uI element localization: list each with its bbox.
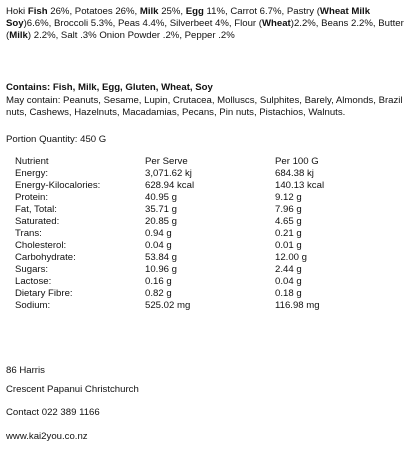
nutrition-row: [15, 240, 395, 252]
nutrient-name: Sugars:: [15, 264, 49, 275]
per-100g-value: 0.01 g: [275, 240, 302, 251]
per-serve-value: 3,071.62 kj: [145, 168, 192, 179]
nutrient-name: Protein:: [15, 192, 49, 203]
per-100g-value: 0.04 g: [275, 276, 302, 287]
ingredient-text: 11%, Carrot 6.7%, Pastry (: [203, 6, 320, 17]
nutrient-name: Carbohydrate:: [15, 252, 76, 263]
per-100g-value: 0.21 g: [275, 228, 302, 239]
per-serve-value: 40.95 g: [145, 192, 178, 203]
per-serve-value: 20.85 g: [145, 216, 178, 227]
ingredient-text: Hoki: [6, 6, 28, 17]
per-serve-value: 0.94 g: [145, 228, 172, 239]
per-100g-value: 116.98 mg: [275, 300, 320, 311]
per-100g-value: 12.00 g: [275, 252, 308, 263]
ingredient-allergen-bold: Wheat Milk Soy: [6, 6, 371, 29]
ingredient-allergen-bold: Wheat: [261, 18, 291, 29]
nutrition-row: [15, 288, 395, 300]
nutrition-header-cell: Per 100 G: [275, 156, 319, 167]
nutrition-row: [15, 264, 395, 276]
nutrition-row: [15, 300, 395, 312]
nutrition-row: [15, 228, 395, 240]
ingredient-allergen-bold: Milk: [139, 6, 159, 17]
nutrition-row: [15, 276, 395, 288]
nutrition-row: [15, 192, 395, 204]
ingredient-allergen-bold: Egg: [185, 6, 204, 17]
address-line-1: 86 Harris: [6, 365, 45, 376]
ingredient-text: )2.2%, Beans 2.2%, Butter (: [6, 18, 404, 41]
nutrition-row: [15, 252, 395, 264]
ingredient-text: ) 2.2%, Salt .3% Onion Powder .2%, Pepper .2%: [27, 30, 235, 41]
per-100g-value: 684.38 kj: [275, 168, 314, 179]
per-100g-value: 2.44 g: [275, 264, 302, 275]
nutrition-header-cell: Per Serve: [145, 156, 188, 167]
portion-quantity: Portion Quantity: 450 G: [6, 134, 107, 145]
ingredient-text: 26%, Potatoes 26%,: [47, 6, 140, 17]
per-serve-value: 525.02 mg: [145, 300, 191, 311]
per-100g-value: 7.96 g: [275, 204, 302, 215]
nutrient-name: Energy-Kilocalories:: [15, 180, 101, 191]
nutrient-name: Sodium:: [15, 300, 51, 311]
address-line-2: Crescent Papanui Christchurch: [6, 384, 139, 395]
per-100g-value: 140.13 kcal: [275, 180, 325, 191]
ingredients-text: [6, 6, 410, 42]
nutrition-table: [15, 156, 395, 312]
nutrition-row: [15, 204, 395, 216]
per-100g-value: 4.65 g: [275, 216, 302, 227]
per-serve-value: 35.71 g: [145, 204, 178, 215]
website-link[interactable]: www.kai2you.co.nz: [6, 431, 88, 442]
nutrient-name: Saturated:: [15, 216, 60, 227]
nutrient-name: Cholesterol:: [15, 240, 67, 251]
nutrition-row: [15, 168, 395, 180]
nutrient-name: Fat, Total:: [15, 204, 57, 215]
per-serve-value: 0.16 g: [145, 276, 172, 287]
nutrition-row: [15, 216, 395, 228]
nutrient-name: Trans:: [15, 228, 42, 239]
contains-allergens: Contains: Fish, Milk, Egg, Gluten, Wheat, Soy: [6, 82, 213, 93]
ingredient-text: )6.6%, Broccoli 5.3%, Peas 4.4%, Silverbeet 4%, Flour (: [23, 18, 262, 29]
nutrition-header-cell: Nutrient: [15, 156, 49, 167]
per-serve-value: 0.04 g: [145, 240, 172, 251]
nutrient-name: Lactose:: [15, 276, 52, 287]
per-100g-value: 0.18 g: [275, 288, 302, 299]
per-serve-value: 10.96 g: [145, 264, 178, 275]
ingredient-text: 25%,: [158, 6, 186, 17]
per-serve-value: 628.94 kcal: [145, 180, 195, 191]
nutrient-name: Dietary Fibre:: [15, 288, 73, 299]
ingredient-allergen-bold: Milk: [9, 30, 28, 41]
ingredient-allergen-bold: Fish: [27, 6, 48, 17]
per-serve-value: 53.84 g: [145, 252, 178, 263]
nutrient-name: Energy:: [15, 168, 49, 179]
may-contain-text: May contain: Peanuts, Sesame, Lupin, Crutacea, Molluscs, Sulphites, Barely, Almonds, Brazil nuts, Cashews, Hazelnuts, Macadamias, Pecans, Pin nuts, Pistachios, Walnuts.: [6, 95, 403, 118]
per-serve-value: 0.82 g: [145, 288, 172, 299]
per-100g-value: 9.12 g: [275, 192, 302, 203]
nutrition-row: [15, 180, 395, 192]
contact-phone: Contact 022 389 1166: [6, 407, 100, 418]
nutrition-header-row: [15, 156, 395, 168]
